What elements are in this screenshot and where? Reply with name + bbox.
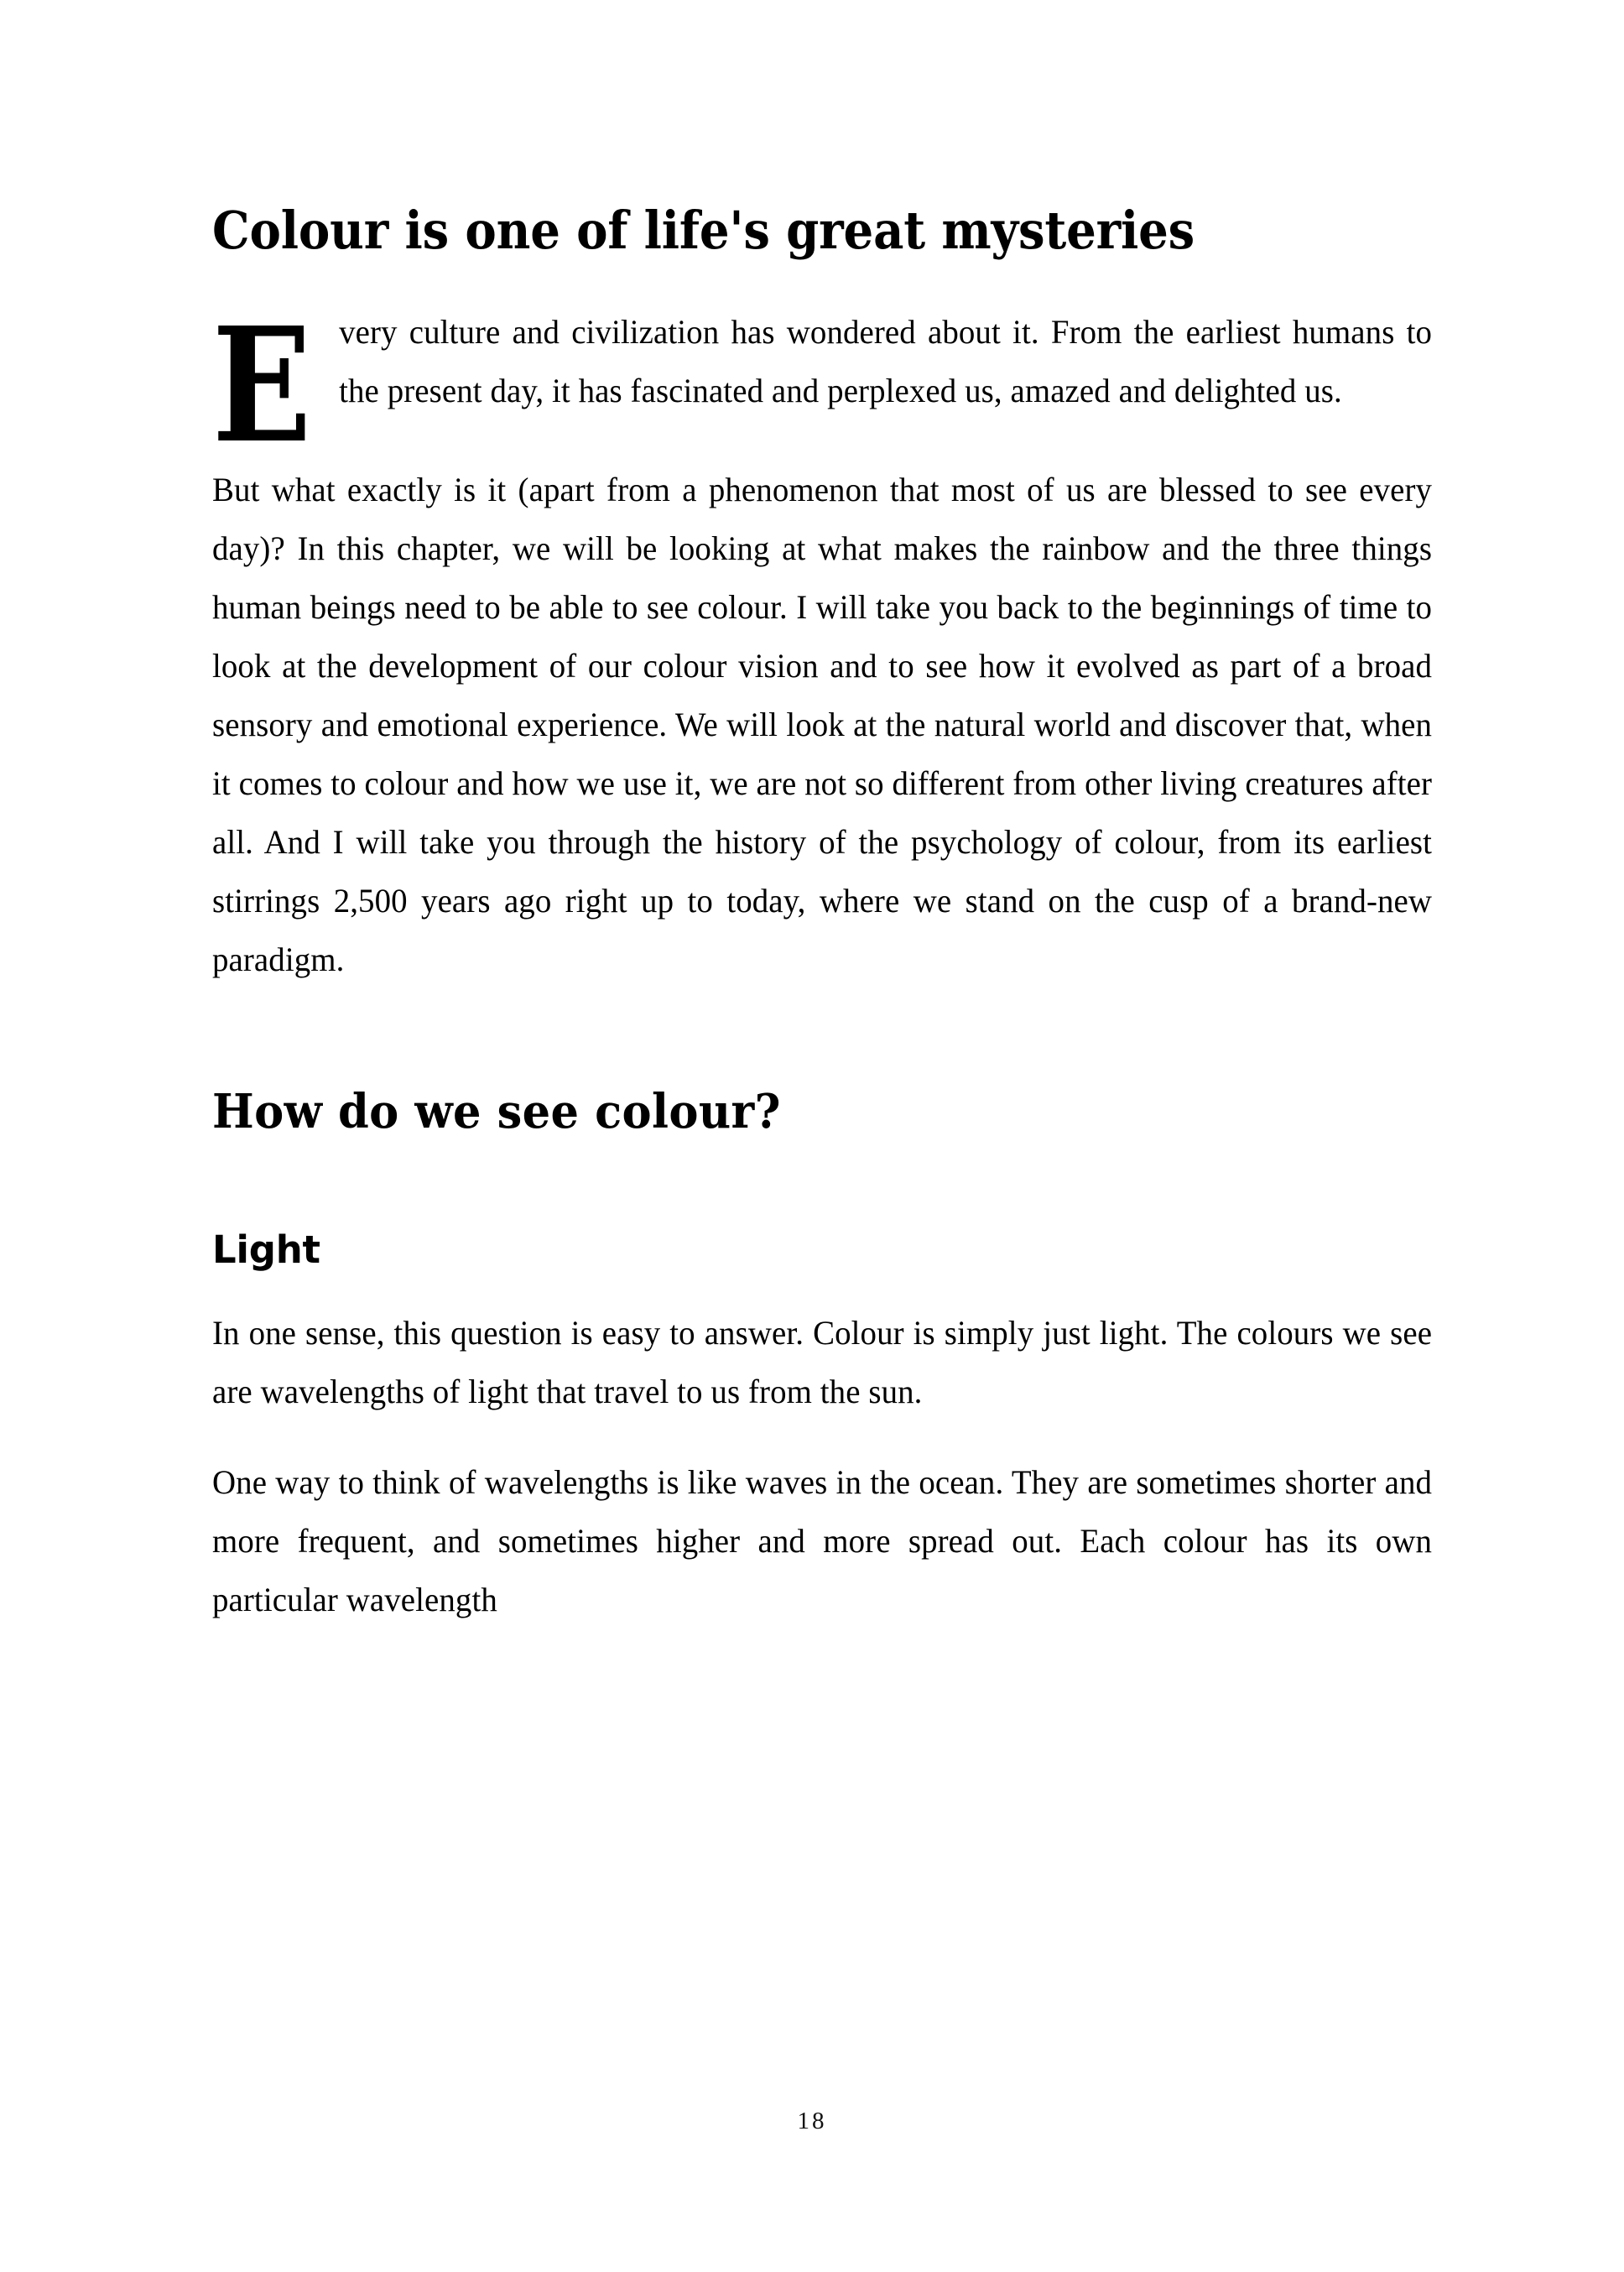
sub-heading-light: Light: [212, 1227, 320, 1272]
drop-cap: E: [212, 293, 312, 479]
paragraph-light-1: In one sense, this question is easy to answer. Colour is simply just light. The colours we see are wavelengths of light that travel to us from the sun.: [212, 1314, 1433, 1411]
lead-paragraph: [212, 258, 1433, 479]
chapter-title: Colour is one of life's great mysteries: [212, 200, 1195, 261]
paragraph-light-2: One way to think of wavelengths is like waves in the ocean. They are sometimes shorter and more frequent, and sometimes higher and more spread out. Each colour has its own particular wavelength: [212, 1463, 1433, 1619]
text-column: [212, 0, 1433, 1629]
lead-paragraph-text: very culture and civilization has wondered about it. From the earliest humans to the present day, it has fascinated and perplexed us, amazed and delighted us.: [339, 313, 1433, 410]
section-heading-how-do-we-see-colour: How do we see colour?: [212, 1084, 781, 1140]
page-number: 18: [797, 2108, 827, 2134]
paragraph-chapter-overview: But what exactly is it (apart from a phenomenon that most of us are blessed to see every day)? In this chapter, we will be looking at what makes the rainbow and the three things human beings need to be able to see colour. I will take you back to the beginnings of time to look at the development of our colour vision and to see how it evolved as part of a broad sensory and emotional experience. We will look at the natural world and discover that, when it comes to colour and how we use it, we are not so different from other living creatures after all. And I will take you through the history of the psychology of colour, from its earliest stirrings 2,500 years ago right up to today, where we stand on the cusp of a brand-new paradigm.: [212, 471, 1433, 979]
